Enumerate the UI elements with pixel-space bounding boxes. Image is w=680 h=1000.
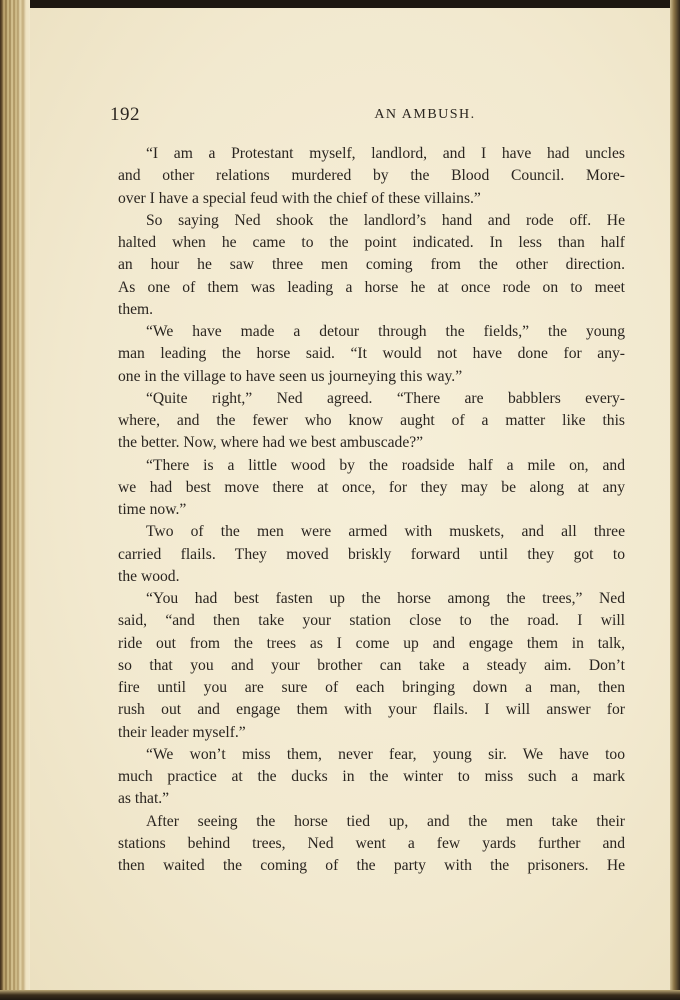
- text-line: halted when he came to the point indicated. In less than half: [118, 234, 625, 251]
- text-line: ride out from the trees as I come up and engage them in talk,: [118, 634, 625, 652]
- text-line: an hour he saw three men coming from the other direction.: [118, 256, 625, 274]
- text-line: one in the village to have seen us journeying this way.”: [118, 367, 463, 385]
- text-line: man leading the horse said. “It would not have done for any-: [118, 345, 625, 363]
- page-number: 192: [110, 104, 140, 125]
- text-line: “You had best fasten up the horse among the trees,” Ned: [146, 590, 625, 607]
- text-line: the wood.: [118, 567, 180, 585]
- scan-bottom-edge: [0, 990, 680, 1000]
- text-line: the better. Now, where had we best ambuscade?”: [118, 434, 424, 452]
- text-line: “We have made a detour through the fields,” the young: [146, 323, 625, 340]
- text-line: “Quite right,” Ned agreed. “There are babblers every-: [146, 389, 625, 407]
- text-line: Two of the men were armed with muskets, and all three: [146, 523, 625, 541]
- text-line: So saying Ned shook the landlord’s hand and rode off. He: [146, 211, 625, 229]
- text-line: as that.”: [118, 790, 170, 808]
- scan-right-edge: [670, 0, 680, 1000]
- text-line: fire until you are sure of each bringing down a man, then: [118, 679, 625, 696]
- running-header: [110, 104, 610, 128]
- text-line: much practice at the ducks in the winter to miss such a mark: [118, 768, 625, 785]
- text-line: After seeing the horse tied up, and the men take their: [146, 812, 625, 830]
- text-line: As one of them was leading a horse he at once rode on to meet: [118, 278, 625, 296]
- text-line: them.: [118, 300, 154, 318]
- text-line: “I am a Protestant myself, landlord, and I have had uncles: [146, 145, 625, 162]
- text-line: then waited the coming of the party with the prisoners. He: [118, 857, 625, 874]
- text-line: said, “and then take your station close to the road. I will: [118, 612, 625, 630]
- scan-top-edge: [0, 0, 680, 8]
- running-title: AN AMBUSH.: [374, 107, 476, 122]
- text-line: we had best move there at once, for they may be along at any: [118, 478, 625, 496]
- text-line: their leader myself.”: [118, 723, 246, 741]
- text-line: rush out and engage them with your flails. I will answer for: [118, 701, 625, 719]
- text-line: time now.”: [118, 501, 187, 518]
- text-line: “There is a little wood by the roadside half a mile on, and: [146, 456, 625, 474]
- book-gutter-edge: [0, 0, 30, 1000]
- text-line: “We won’t miss them, never fear, young sir. We have too: [146, 745, 625, 763]
- text-line: where, and the fewer who know aught of a matter like this: [118, 412, 625, 429]
- text-line: stations behind trees, Ned went a few yards further and: [118, 834, 625, 852]
- text-line: carried flails. They moved briskly forward until they got to: [118, 545, 625, 563]
- text-line: and other relations murdered by the Blood Council. More-: [118, 167, 625, 185]
- body-text: [118, 143, 625, 877]
- text-line: so that you and your brother can take a steady aim. Don’t: [118, 656, 625, 674]
- text-line: over I have a special feud with the chief of these villains.”: [118, 189, 481, 207]
